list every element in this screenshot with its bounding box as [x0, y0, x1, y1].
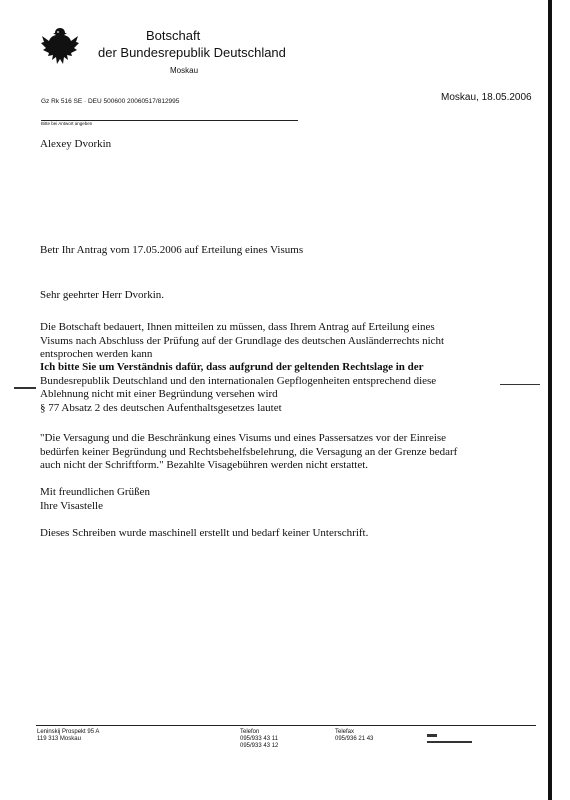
body-line: Ablehnung nicht mit einer Begründung versehen wird: [40, 388, 278, 401]
scan-artifact: [427, 741, 472, 743]
body-line: bedürfen keiner Begründung und Rechtsbehelfsbelehrung, die Versagung an der Grenze bedarf: [40, 445, 458, 458]
subject-line: Betr Ihr Antrag vom 17.05.2006 auf Erteilung eines Visums: [40, 244, 304, 256]
reference-note: Bitte bei Antwort angeben: [41, 121, 93, 126]
body-line: § 77 Absatz 2 des deutschen Aufenthaltsgesetzes lautet: [40, 401, 282, 414]
address-line: 119 313 Moskau: [37, 736, 81, 742]
phone-number: 095/933 43 12: [240, 743, 279, 749]
body-paragraph-2: [40, 361, 436, 415]
recipient-name: Alexey Dvorkin: [40, 138, 112, 150]
closing-line-2: Ihre Visastelle: [40, 499, 103, 512]
address-line: Leninskij Prospekt 95 A: [37, 729, 100, 735]
phone-label: Telefon: [240, 729, 260, 735]
federal-eagle-icon: [40, 24, 80, 68]
org-city: Moskau: [170, 66, 199, 75]
scan-artifact: [500, 384, 540, 385]
body-line: Ich bitte Sie um Verständnis dafür, dass aufgrund der geltenden Rechtslage in der: [40, 361, 424, 373]
fax-number: 095/936 21 43: [335, 736, 374, 742]
fax-label: Telefax: [335, 729, 355, 735]
body-line: Bundesrepublik Deutschland und den internationalen Gepflogenheiten entsprechend diese: [40, 374, 437, 387]
phone-number: 095/933 43 11: [240, 736, 278, 742]
place-date: Moskau, 18.05.2006: [441, 92, 532, 103]
body-paragraph-1: [40, 321, 444, 362]
machine-note: Dieses Schreiben wurde maschinell erstellt und bedarf keiner Unterschrift.: [40, 527, 369, 539]
reference-number: Gz Rk 516 SE · DEU 500600 20060517/812995: [41, 98, 180, 105]
law-quote: [40, 432, 457, 473]
closing: [40, 486, 150, 513]
org-line-2: der Bundesrepublik Deutschland: [98, 45, 286, 60]
footer-address: [37, 729, 99, 743]
body-line: auch nicht der Schriftform." Bezahlte Visagebühren werden nicht erstattet.: [40, 459, 369, 472]
org-line-1: Botschaft: [146, 28, 201, 43]
scan-artifact: [14, 387, 36, 389]
scan-artifact: [427, 734, 437, 737]
salutation: Sehr geehrter Herr Dvorkin.: [40, 289, 165, 301]
scan-edge: [548, 0, 552, 800]
body-line: Die Botschaft bedauert, Ihnen mitteilen zu müssen, dass Ihrem Antrag auf Erteilung eines: [40, 321, 435, 333]
footer-fax: [335, 729, 373, 743]
body-line: Visums nach Abschluss der Prüfung auf der Grundlage des deutschen Ausländerrechts nicht: [40, 334, 445, 347]
footer-rule: [36, 725, 536, 726]
footer-phone: [240, 729, 278, 750]
closing-line-1: Mit freundlichen Grüßen: [40, 486, 150, 498]
body-line: "Die Versagung und die Beschränkung eines Visums und eines Passersatzes vor der Einreise: [40, 432, 447, 444]
body-line: entsprochen werden kann: [40, 348, 153, 361]
